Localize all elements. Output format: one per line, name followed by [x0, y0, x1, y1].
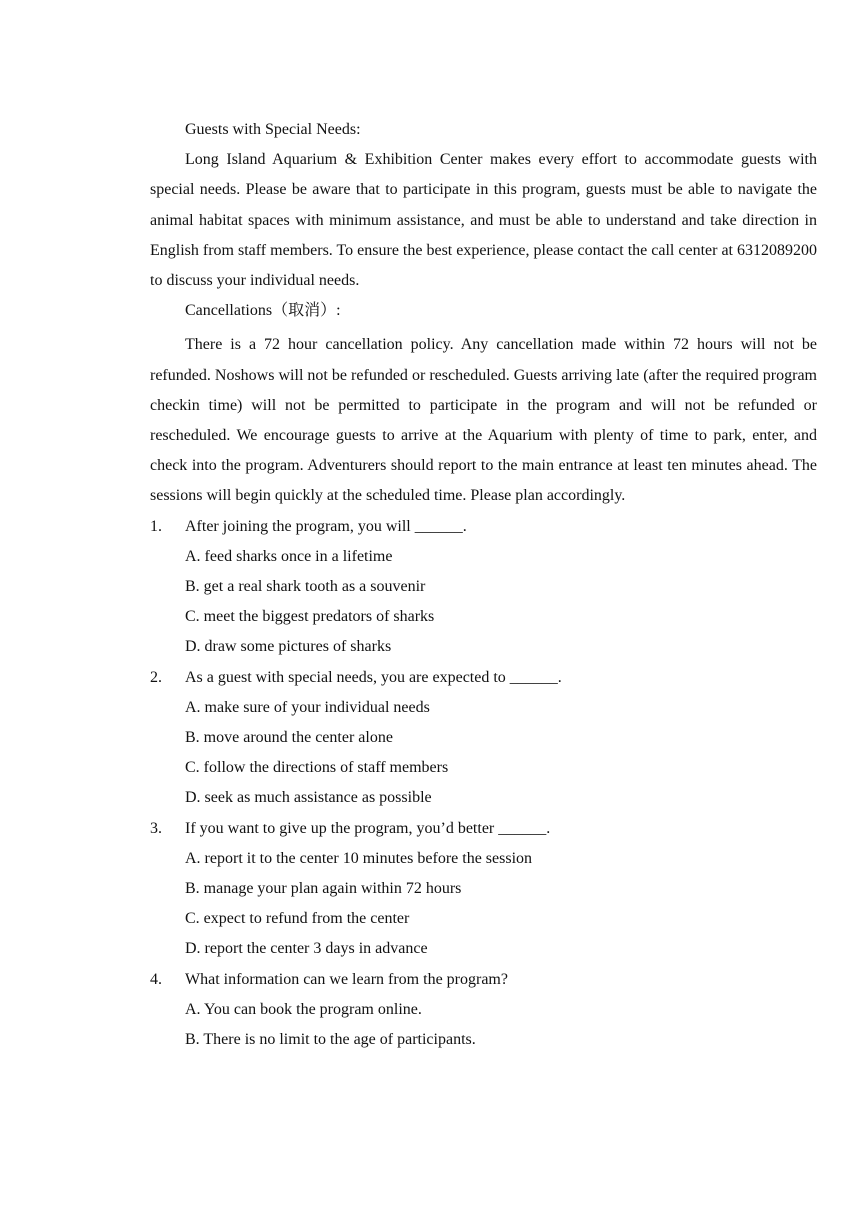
option-1b: B. get a real shark tooth as a souvenir: [185, 578, 426, 596]
option-4b: B. There is no limit to the age of participants.: [185, 1031, 476, 1049]
cancellations-paragraph: There is a 72 hour cancellation policy. Any cancellation made within 72 hours will not be refunded. Noshows will not be refunded or rescheduled. Guests arriving late (after the required program checkin time) will not be permitted to participate in the program and will not be refunded or rescheduled. We encourage guests to arrive at the Aquarium with plenty of time to park, enter, and check into the program. Adventurers should report to the main entrance at least ten minutes ahead. The sessions will begin quickly at the scheduled time. Please plan accordingly.: [150, 336, 817, 505]
question-number: 2.: [150, 668, 162, 686]
special-needs-paragraph: Long Island Aquarium & Exhibition Center makes every effort to accommodate guests with special needs. Please be aware that to participate in this program, guests must be able to navigate the animal habitat spaces with minimum assistance, and must be able to understand and take direction in English from staff members. To ensure the best experience, please contact the call center at 6312089200 to discuss your individual needs.: [150, 151, 817, 290]
question-text: As a guest with special needs, you are expected to ______.: [185, 668, 562, 686]
option-1c: C. meet the biggest predators of sharks: [185, 608, 435, 626]
question-number: 4.: [150, 970, 162, 988]
cancellations-heading: Cancellations（取消）:: [185, 302, 341, 320]
option-1d: D. draw some pictures of sharks: [185, 638, 392, 656]
document-page: [150, 115, 817, 1055]
option-3d: D. report the center 3 days in advance: [185, 940, 428, 958]
option-3b: B. manage your plan again within 72 hours: [185, 880, 462, 898]
option-3a: A. report it to the center 10 minutes before the session: [185, 849, 533, 867]
question-number: 3.: [150, 819, 162, 837]
question-1: [150, 512, 817, 542]
question-text: What information can we learn from the program?: [185, 970, 508, 988]
question-4: [150, 965, 817, 995]
option-1a: A. feed sharks once in a lifetime: [185, 547, 393, 565]
option-2c: C. follow the directions of staff members: [185, 759, 449, 777]
option-3c: C. expect to refund from the center: [185, 910, 410, 928]
question-3: [150, 814, 817, 844]
question-number: 1.: [150, 517, 162, 535]
option-2a: A. make sure of your individual needs: [185, 698, 430, 716]
option-4a: A. You can book the program online.: [185, 1000, 422, 1018]
question-text: If you want to give up the program, you’d better ______.: [185, 819, 551, 837]
question-2: [150, 663, 817, 693]
question-text: After joining the program, you will ______.: [185, 517, 467, 535]
option-2d: D. seek as much assistance as possible: [185, 789, 432, 807]
option-2b: B. move around the center alone: [185, 729, 393, 747]
special-needs-heading: Guests with Special Needs:: [185, 121, 361, 138]
